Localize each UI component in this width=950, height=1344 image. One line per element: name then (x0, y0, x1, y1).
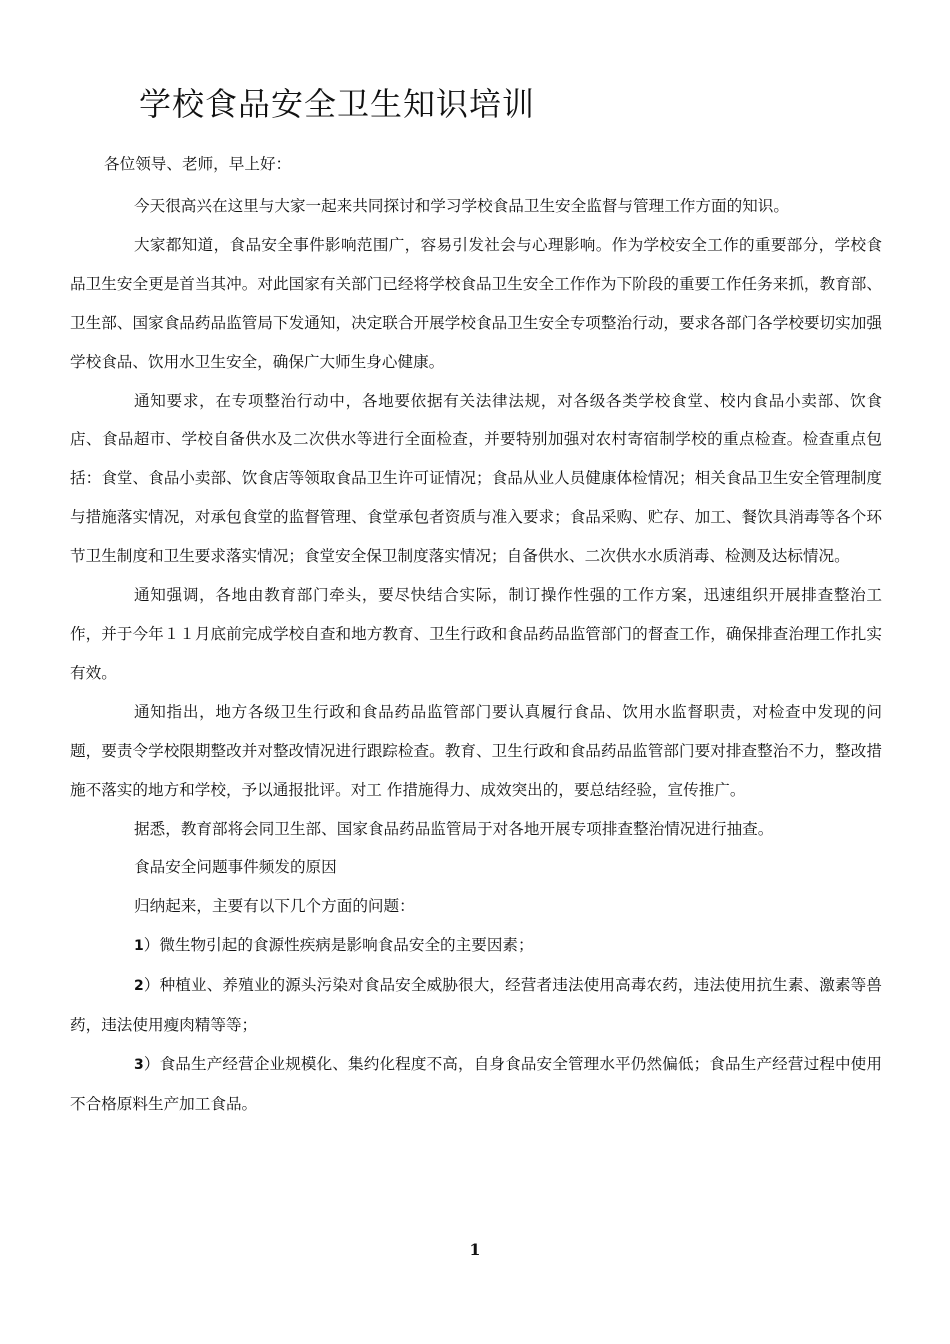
page-number: 1 (469, 1240, 481, 1259)
list-item (70, 966, 882, 1045)
section-heading: 食品安全问题事件频发的原因 (134, 858, 337, 877)
list-item-number: 3 (134, 1056, 144, 1073)
paragraph: 归纳起来，主要有以下几个方面的问题： (134, 897, 415, 916)
paragraph: 通知要求，在专项整治行动中，各地要依据有关法律法规，对各级各类学校食堂、校内食品小卖部、饮食店、食品超市、学校自备供水及二次供水等进行全面检查，并要特别加强对农村寄宿制学校的重点检查。检查重点包括：食堂、食品小卖部、饮食店等领取食品卫生许可证情况；食品从业人员健康体检情况；相关食品卫生安全管理制度与措施落实情况，对承包食堂的监督管理、食堂承包者资质与准入要求；食品采购、贮存、加工、餐饮具消毒等各个环节卫生制度和卫生要求落实情况；食堂安全保卫制度落实情况；自备供水、二次供水水质消毒、检测及达标情况。 (70, 391, 882, 566)
greeting: 各位领导、老师，早上好： (104, 155, 292, 173)
list-item-number: 1 (134, 938, 144, 955)
list-item (70, 926, 882, 966)
paragraph: 今天很高兴在这里与大家一起来共同探讨和学习学校食品卫生安全监督与管理工作方面的知识。 (134, 197, 789, 215)
paragraph: 大家都知道，食品安全事件影响范围广，容易引发社会与心理影响。作为学校安全工作的重要部分，学校食品卫生安全更是首当其冲。对此国家有关部门已经将学校食品卫生安全工作作为下阶段的重要工作任务来抓，教育部、卫生部、国家食品药品监管局下发通知，决定联合开展学校食品卫生安全专项整治行动，要求各部门各学校要切实加强学校食品、饮用水卫生安全，确保广大师生身心健康。 (70, 235, 882, 371)
document-title: 学校食品安全卫生知识培训 (139, 85, 536, 123)
document-body (70, 187, 882, 1124)
list-item-number: 2 (134, 978, 144, 995)
list-item-text: ）种植业、养殖业的源头污染对食品安全威胁很大，经营者违法使用高毒农药，违法使用抗生素、激素等兽药，违法使用瘦肉精等等； (70, 976, 882, 1035)
paragraph: 通知强调，各地由教育部门牵头，要尽快结合实际，制订操作性强的工作方案，迅速组织开展排查整治工作，并于今年１１月底前完成学校自查和地方教育、卫生行政和食品药品监管部门的督查工作，确保排查治理工作扎实有效。 (70, 586, 882, 682)
list-item-text: ）微生物引起的食源性疾病是影响食品安全的主要因素； (143, 936, 534, 955)
paragraph: 据悉，教育部将会同卫生部、国家食品药品监管局于对各地开展专项排查整治情况进行抽查。 (134, 819, 774, 838)
list-item-text: ）食品生产经营企业规模化、集约化程度不高，自身食品安全管理水平仍然偏低；食品生产经营过程中使用不合格原料生产加工食品。 (70, 1054, 882, 1113)
list-item (70, 1045, 882, 1124)
paragraph: 通知指出，地方各级卫生行政和食品药品监管部门要认真履行食品、饮用水监督职责，对检查中发现的问题，要责令学校限期整改并对整改情况进行跟踪检查。教育、卫生行政和食品药品监管部门要对排查整治不力，整改措施不落实的地方和学校，予以通报批评。对工 作措施得力、成效突出的，要总结经验，宣传推广。 (70, 702, 882, 799)
